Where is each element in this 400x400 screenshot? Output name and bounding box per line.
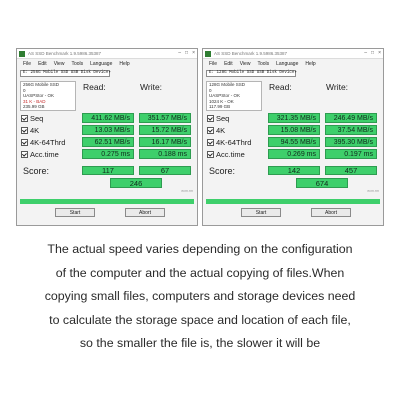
row-label-4k64[interactable] [21, 138, 65, 147]
abort-button[interactable]: Abort [125, 208, 165, 217]
start-button[interactable]: Start [241, 208, 281, 217]
drive-name: 128G Mobile SSD [209, 82, 246, 87]
caption-line: to calculate the storage space and location of each file, [49, 312, 351, 327]
write-header: Write: [140, 82, 163, 92]
menu-language[interactable]: Language [276, 60, 299, 67]
drive-select-value: E: 128G Mobile SSD USB Disk Device [209, 70, 295, 75]
test-label: Acc.time [216, 150, 245, 159]
close-icon[interactable]: × [192, 50, 195, 56]
caption-line: of the computer and the actual copying of files.When [55, 265, 345, 280]
drive-capacity: 117.99 GB [209, 104, 231, 110]
checkbox-icon[interactable] [207, 127, 214, 134]
seq-write-value: 351.57 MB/s [139, 113, 191, 123]
result-row-4k [203, 125, 383, 136]
acc-write-value: 0.197 ms [325, 149, 377, 159]
seq-read-value: 321.35 MB/s [268, 113, 320, 123]
benchmark-window-left [16, 48, 198, 226]
4k-read-value: 13.03 MB/s [82, 125, 134, 135]
drive-name: 256G Mobile SSD [23, 82, 60, 87]
caption-line: copying small files, computers and storage devices need [44, 289, 356, 303]
row-label-seq[interactable] [21, 114, 43, 123]
result-row-4k [17, 125, 197, 136]
drive-capacity: 235.99 GB [23, 104, 45, 110]
drive-info-box [20, 81, 76, 111]
test-label: Seq [216, 114, 230, 123]
footnote: ecm.rm [181, 189, 193, 193]
alignment-status: 1024 K - OK [209, 98, 234, 104]
app-icon [205, 51, 211, 57]
benchmark-window-right [202, 48, 384, 226]
result-row-acc [203, 149, 383, 160]
write-header: Write: [326, 82, 349, 92]
acc-read-value: 0.269 ms [268, 149, 320, 159]
score-write: 67 [139, 166, 191, 175]
4k64-read-value: 94.55 MB/s [268, 137, 320, 147]
score-total: 246 [110, 178, 162, 188]
row-label-4k[interactable] [207, 126, 225, 135]
driver-status: UASPStor - OK [209, 93, 241, 99]
acc-read-value: 0.275 ms [82, 149, 134, 159]
score-read: 142 [268, 166, 320, 175]
score-row [17, 164, 197, 178]
seq-read-value: 411.62 MB/s [82, 113, 134, 123]
footnote: ecm.rm [367, 189, 379, 193]
4k64-write-value: 395.30 MB/s [325, 137, 377, 147]
menu-language[interactable]: Language [90, 60, 113, 67]
test-label: 4K [30, 126, 40, 135]
caption-line: so the smaller the file is, the slower it will be [79, 336, 321, 350]
chevron-down-icon: ▾ [108, 70, 111, 75]
menu-file[interactable]: File [209, 60, 218, 67]
minimize-icon[interactable]: – [364, 50, 368, 56]
read-header: Read: [269, 82, 292, 92]
score-label: Score: [209, 166, 236, 176]
drive-info-box [206, 81, 262, 111]
minimize-icon[interactable]: – [178, 50, 182, 56]
caption-text [8, 238, 392, 356]
menu-file[interactable]: File [23, 60, 32, 67]
drive-firmware: 0 [23, 87, 26, 93]
score-label: Score: [23, 166, 50, 176]
row-label-acc[interactable] [207, 150, 245, 159]
maximize-icon[interactable]: □ [371, 50, 375, 56]
score-read: 117 [82, 166, 134, 175]
checkbox-icon[interactable] [21, 115, 28, 122]
read-header: Read: [83, 82, 106, 92]
test-label: 4K [216, 126, 226, 135]
checkbox-icon[interactable] [207, 151, 214, 158]
progress-bar [206, 199, 380, 204]
toolbar [203, 68, 383, 78]
test-label: Seq [30, 114, 44, 123]
maximize-icon[interactable]: □ [185, 50, 189, 56]
close-icon[interactable]: × [378, 50, 381, 56]
4k-write-value: 37.54 MB/s [325, 125, 377, 135]
checkbox-icon[interactable] [21, 127, 28, 134]
start-button[interactable]: Start [55, 208, 95, 217]
progress-bar [20, 199, 194, 204]
menu-tools[interactable]: Tools [71, 60, 84, 67]
4k-write-value: 15.72 MB/s [139, 125, 191, 135]
menu-view[interactable]: View [239, 60, 251, 67]
row-label-acc[interactable] [21, 150, 59, 159]
row-label-seq[interactable] [207, 114, 229, 123]
toolbar [17, 68, 197, 78]
chevron-down-icon: ▾ [294, 70, 297, 75]
score-total: 674 [296, 178, 348, 188]
window-title: AS SSD Benchmark 1.9.5986.35387 [214, 51, 288, 56]
caption-line: The actual speed varies depending on the configuration [47, 242, 353, 256]
drive-select[interactable] [206, 70, 296, 77]
row-label-4k64[interactable] [207, 138, 251, 147]
menu-edit[interactable]: Edit [38, 60, 47, 67]
drive-select[interactable] [20, 70, 110, 77]
4k-read-value: 15.08 MB/s [268, 125, 320, 135]
test-label: 4K-64Thrd [216, 138, 252, 147]
score-write: 457 [325, 166, 377, 175]
row-label-4k[interactable] [21, 126, 39, 135]
title-bar [17, 49, 197, 59]
result-row-seq [203, 113, 383, 124]
test-label: 4K-64Thrd [30, 138, 66, 147]
checkbox-icon[interactable] [21, 151, 28, 158]
result-row-4k64 [17, 137, 197, 148]
score-row [203, 164, 383, 178]
test-label: Acc.time [30, 150, 59, 159]
menu-help[interactable]: Help [305, 60, 316, 67]
menu-edit[interactable]: Edit [224, 60, 233, 67]
checkbox-icon[interactable] [21, 139, 28, 146]
driver-status: UASPStor - OK [23, 93, 55, 99]
drive-firmware: 0 [209, 87, 212, 93]
menu-tools[interactable]: Tools [257, 60, 270, 67]
checkbox-icon[interactable] [207, 115, 214, 122]
window-title: AS SSD Benchmark 1.9.5986.35387 [28, 51, 102, 56]
menu-bar [203, 59, 383, 68]
alignment-status: 31 K - BAD [23, 98, 46, 104]
title-bar [203, 49, 383, 59]
4k64-write-value: 16.17 MB/s [139, 137, 191, 147]
seq-write-value: 246.49 MB/s [325, 113, 377, 123]
result-row-seq [17, 113, 197, 124]
acc-write-value: 0.188 ms [139, 149, 191, 159]
menu-view[interactable]: View [53, 60, 65, 67]
menu-bar [17, 59, 197, 68]
result-row-4k64 [203, 137, 383, 148]
drive-select-value: E: 256G Mobile SSD USB Disk Device [23, 70, 109, 75]
checkbox-icon[interactable] [207, 139, 214, 146]
result-row-acc [17, 149, 197, 160]
app-icon [19, 51, 25, 57]
menu-help[interactable]: Help [119, 60, 130, 67]
4k64-read-value: 62.51 MB/s [82, 137, 134, 147]
abort-button[interactable]: Abort [311, 208, 351, 217]
